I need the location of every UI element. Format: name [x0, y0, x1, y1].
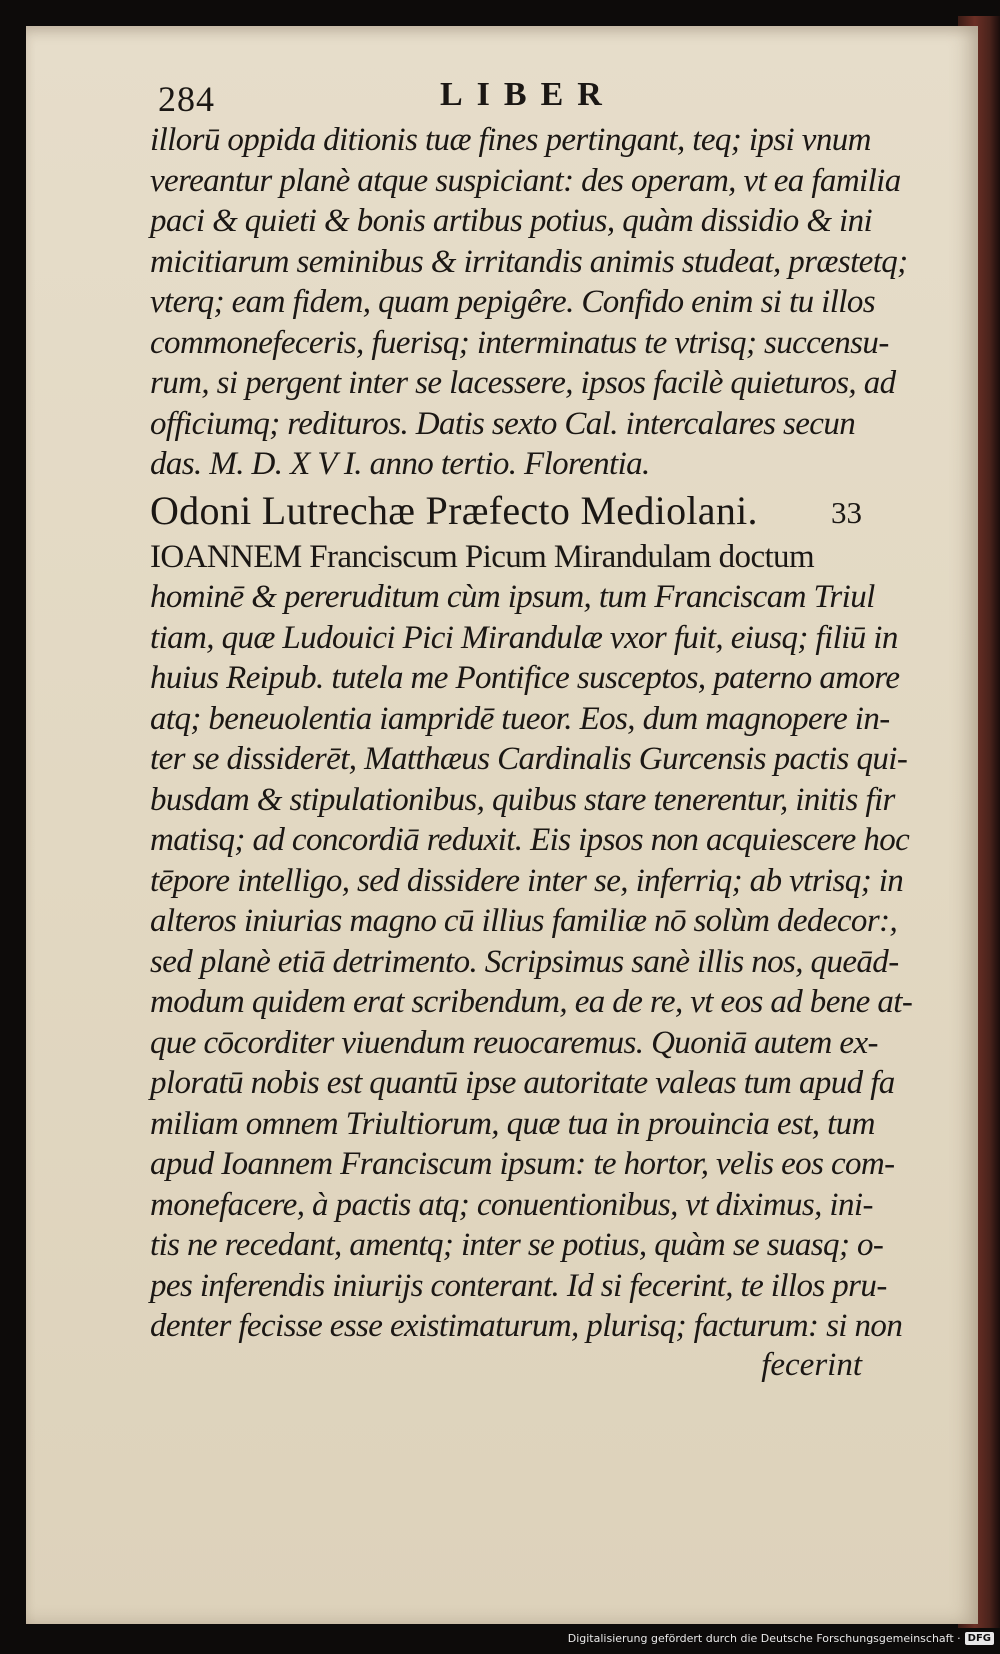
page-number: 284	[158, 79, 215, 119]
text-line: hominē & pereruditum cùm ipsum, tum Franciscam Triul	[150, 579, 875, 615]
text-line: tiam, quæ Ludouici Pici Mirandulæ vxor fuit, eiusq; filiū in	[150, 619, 898, 656]
catchword-row	[150, 1347, 920, 1387]
text-line: rum, si pergent inter se lacessere, ipsos facilè quieturos, ad	[150, 365, 896, 401]
text-line: ploratū nobis est quantū ipse autoritate valeas tum apud fa	[150, 1065, 895, 1101]
page-text-block	[150, 64, 920, 1387]
text-line: tis ne recedant, amentq; inter se potius, quàm se suasq; o-	[150, 1227, 884, 1263]
text-line: vereantur planè atque suspiciant: des operam, vt ea familia	[150, 162, 901, 199]
text-line: commonefeceris, fuerisq; interminatus te vtrisq; succensu-	[150, 324, 889, 361]
text-line: que cōcorditer viuendum reuocaremus. Quoniā autem ex-	[150, 1024, 878, 1061]
text-line: monefacere, à pactis atq; conuentionibus, vt diximus, ini-	[150, 1186, 873, 1223]
text-line: ter se dissiderēt, Matthæus Cardinalis Gurcensis pactis qui-	[150, 741, 908, 777]
text-line: matisq; ad concordiā reduxit. Eis ipsos non acquiescere hoc	[150, 822, 910, 858]
text-line: illorū oppida ditionis tuæ fines pertingant, teq; ipsi vnum	[150, 122, 871, 158]
text-line: miliam omnem Triultiorum, quæ tua in prouincia est, tum	[150, 1105, 875, 1142]
credit-text: Digitalisierung gefördert durch die Deutsche Forschungsgemeinschaft ·	[567, 1632, 961, 1645]
text-line: apud Ioannem Franciscum ipsum: te hortor, velis eos com-	[150, 1146, 895, 1182]
catchword: fecerint	[761, 1346, 862, 1383]
text-line: huius Reipub. tutela me Pontifice susceptos, paterno amore	[150, 660, 900, 696]
digitization-credit	[568, 1632, 994, 1645]
running-head: LIBER	[440, 76, 616, 113]
text-line: officiumq; redituros. Datis sexto Cal. intercalares secun	[150, 405, 856, 442]
dfg-logo: DFG	[965, 1632, 994, 1645]
text-line: busdam & stipulationibus, quibus stare tenerentur, initis fir	[150, 781, 895, 818]
text-line: das. M. D. X V I. anno tertio. Florentia.	[150, 446, 650, 482]
text-line: micitiarum seminibus & irritandis animis studeat, præstetq;	[150, 243, 908, 280]
text-line: alteros iniurias magno cū illius familiæ nō solùm dedecor:,	[150, 903, 898, 939]
page-header	[150, 64, 920, 120]
text-line: paci & quieti & bonis artibus potius, quàm dissidio & ini	[150, 203, 873, 239]
text-line-opening: IOANNEM Franciscum Picum Mirandulam doctum	[150, 538, 815, 575]
letter-heading-row	[150, 487, 920, 537]
text-line: modum quidem erat scribendum, ea de re, vt eos ad bene at-	[150, 984, 913, 1020]
text-line: sed planè etiā detrimento. Scripsimus sanè illis nos, queād-	[150, 943, 899, 980]
text-line: pes inferendis iniurijs conterant. Id si fecerint, te illos pru-	[150, 1267, 887, 1304]
text-line: vterq; eam fidem, quam pepigêre. Confido enim si tu illos	[150, 284, 875, 320]
text-line: denter fecisse esse existimaturum, plurisq; facturum: si non	[150, 1308, 903, 1344]
text-line: tēpore intelligo, sed dissidere inter se, inferriq; ab vtrisq; in	[150, 862, 904, 899]
text-line: atq; beneuolentia iampridē tueor. Eos, dum magnopere in-	[150, 700, 890, 737]
letter-heading: Odoni Lutrechæ Præfecto Mediolani.	[150, 487, 758, 533]
letter-number: 33	[831, 494, 862, 530]
